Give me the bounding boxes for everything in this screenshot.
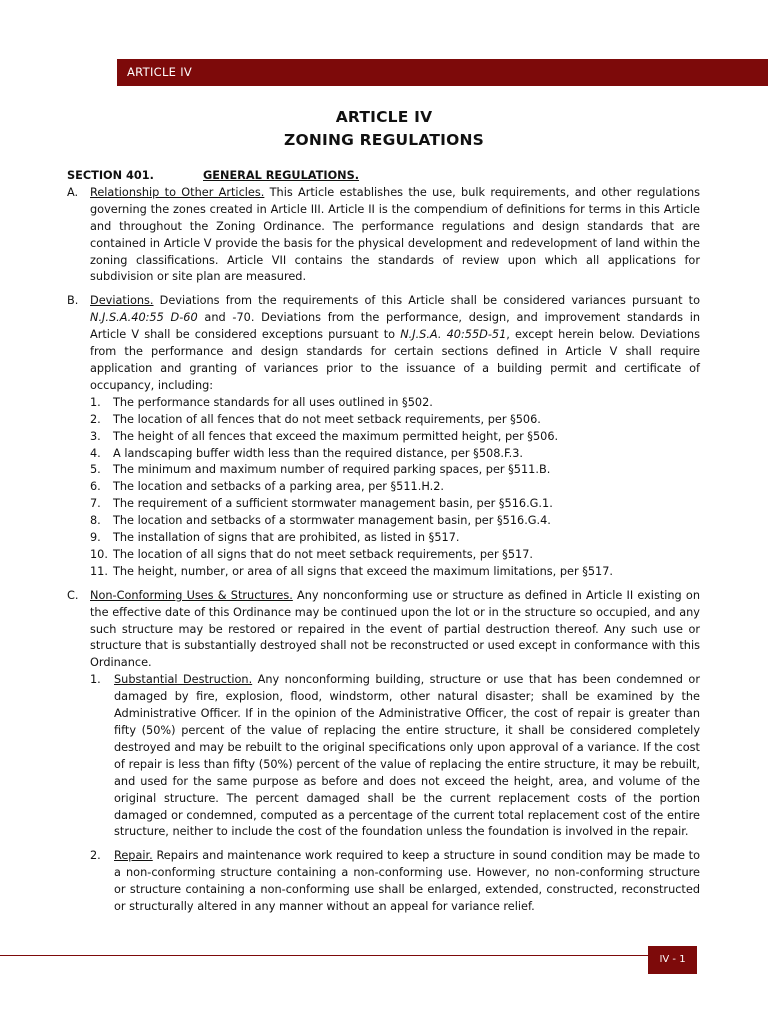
list-item: 4. A landscaping buffer width less than the required distance, per §508.F.3. <box>90 446 524 460</box>
paragraph-marker: C. <box>67 588 79 602</box>
paragraph-marker: B. <box>67 294 79 308</box>
paragraph-heading: Non-Conforming Uses & Structures. <box>90 588 293 602</box>
subparagraph-text: Any nonconforming building, structure or use that has been condemned or damaged by fire, explosion, flood, windstorm, other natural disaster; shall be examined by the Administrative Officer. If in the opinion of the Administrative Officer, the cost of repair is greater than fifty (50%) percent of the value of replacing the entire structure, it shall be considered completely destroyed and may be rebuilt to the original specifications only upon approval of a variance. If the cost of repair is less than fifty (50%) percent of the value of replacing the entire structure, it may be rebuilt, and used for the same purpose as before and does not exceed the height, area, and volume of the original structure. The percent damaged shall be the current replacement costs of the portion damaged or condemned, computed as a percentage of the current total replacement cost of the entire structure, neither to include the cost of the foundation unless the foundation is involved in the repair. <box>114 673 700 839</box>
paragraph-heading: Relationship to Other Articles. <box>90 185 265 199</box>
list-item: 5. The minimum and maximum number of required parking spaces, per §511.B. <box>90 463 551 477</box>
subparagraph-marker: 2. <box>90 849 101 863</box>
statute-citation: N.J.S.A. 40:55D-51 <box>400 328 507 342</box>
footer-rule <box>0 955 650 956</box>
list-item: 10. The location of all signs that do not meet setback requirements, per §517. <box>90 547 533 561</box>
subparagraph-heading: Substantial Destruction. <box>114 673 253 687</box>
deviation-list <box>90 395 700 581</box>
paragraph-b <box>67 293 700 580</box>
page-number: IV - 1 <box>648 946 697 974</box>
header-label: ARTICLE IV <box>127 65 193 79</box>
subparagraph-repair <box>90 848 700 916</box>
list-item: 9. The installation of signs that are prohibited, as listed in §517. <box>90 531 460 545</box>
list-item: 1. The performance standards for all uses outlined in §502. <box>90 395 433 409</box>
paragraph-marker: A. <box>67 185 79 199</box>
paragraph-heading: Deviations. <box>90 294 154 308</box>
article-subtitle: ZONING REGULATIONS <box>284 131 484 149</box>
list-item: 7. The requirement of a sufficient stormwater management basin, per §516.G.1. <box>90 497 553 511</box>
paragraph-text: Any nonconforming use or structure as defined in Article II existing on the effective date of this Ordinance may be continued upon the lot or in the structure so occupied, and any such structure may be restored or repaired in the event of partial destruction thereof. Any such use or structure that is substantially destroyed shall not be reconstructed or used except in conformance with this Ordinance. <box>90 588 701 670</box>
paragraph-text: Deviations from the requirements of this Article shall be considered variances pursuant to <box>153 294 700 308</box>
subparagraph-text: Repairs and maintenance work required to keep a structure in sound condition may be made to a non-conforming structure containing a non-conforming use. However, no non-conforming structure or structure containing a non-conforming use shall be enlarged, extended, constructed, reconstructed or structurally altered in any manner without an appeal for variance relief. <box>114 849 700 914</box>
document-body <box>67 168 700 916</box>
article-title: ARTICLE IV <box>335 108 433 126</box>
subparagraph-substantial-destruction <box>90 672 700 841</box>
header-bar <box>117 59 768 86</box>
subparagraph-heading: Repair. <box>114 849 153 863</box>
section-heading <box>67 168 700 185</box>
statute-citation: N.J.S.A.40:55 D-60 <box>90 311 198 325</box>
list-item: 6. The location and setbacks of a parking area, per §511.H.2. <box>90 480 444 494</box>
subparagraph-marker: 1. <box>90 673 101 687</box>
section-title: GENERAL REGULATIONS. <box>203 169 360 182</box>
section-number: SECTION 401. <box>67 169 154 182</box>
list-item: 11. The height, number, or area of all signs that exceed the maximum limitations, per §517. <box>90 564 614 578</box>
list-item: 2. The location of all fences that do not meet setback requirements, per §506. <box>90 412 541 426</box>
paragraph-text: , except herein below. Deviations from the performance and design standards for certain sections defined in Article V shall require application and granting of variances prior to the issuance of a building permit and certificate of occupancy, including: <box>90 328 700 392</box>
paragraph-text: and -70. Deviations from the performance, design, and improvement standards in Article V shall be considered exceptions pursuant to <box>90 311 700 342</box>
list-item: 8. The location and setbacks of a stormwater management basin, per §516.G.4. <box>90 514 551 528</box>
list-item: 3. The height of all fences that exceed the maximum permitted height, per §506. <box>90 429 559 443</box>
paragraph-a <box>67 185 700 286</box>
paragraph-c <box>67 588 700 673</box>
paragraph-text: This Article establishes the use, bulk requirements, and other regulations governing the zones created in Article III. Article II is the compendium of definitions for terms in this Article and throughout the Zoning Ordinance. The performance regulations and design standards that are contained in Article V provide the basis for the physical development and redevelopment of land within the zoning classifications. Article VII contains the standards of review upon which all applications for subdivision or site plan are measured. <box>90 185 700 284</box>
